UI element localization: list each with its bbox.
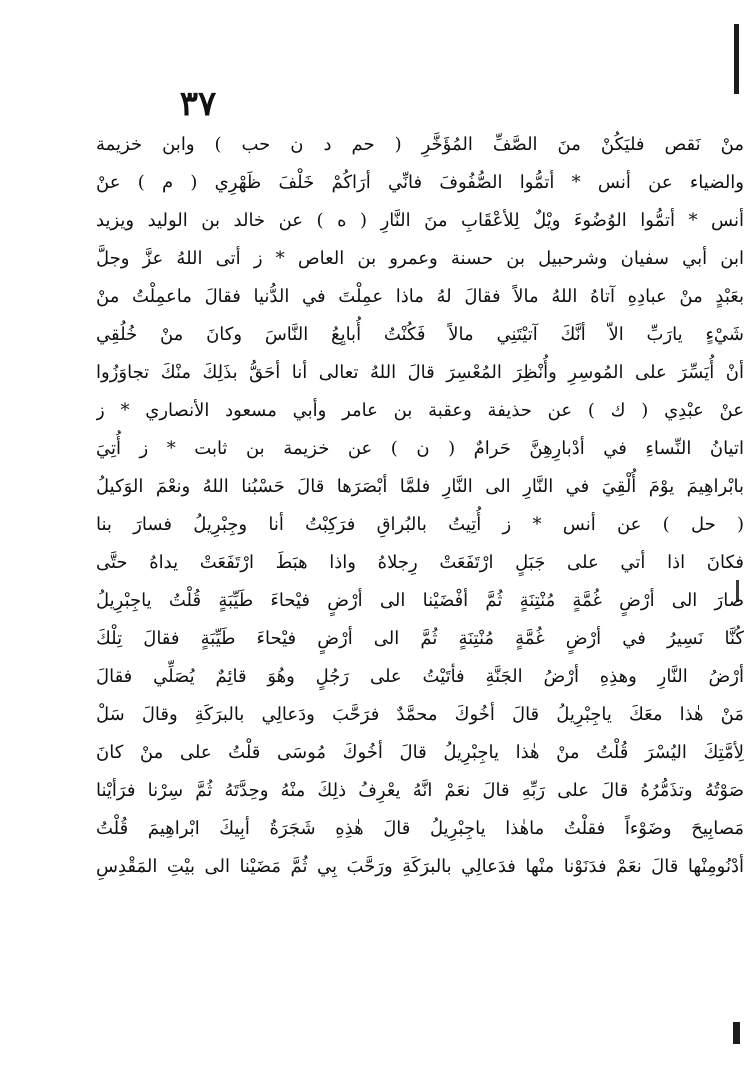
text-line: مَنْ هٰذا معَكَ ياجِبْرِيلُ قالَ أخُوكَ محمَّدٌ فرَحَّبَ ودَعالِي بالبرَكَةِ وقالَ سَلْ [96, 704, 744, 725]
text-line: فكانَ اذا أتي على جَبَلٍ ارْتَفَعَتْ رِجلاهُ واذا هبَطَ ارْتَفَعَتْ يداهُ حتَّى [96, 552, 744, 573]
text-line: ( حل ) عن أنس * ز أُتِيتُ بالبُراقِ فرَكِبْتُ أنا وجِبْرِيلُ فسارَ بنا [96, 514, 744, 535]
page-number: ٣٧ [179, 84, 217, 124]
scan-edge-mark [733, 1022, 740, 1044]
text-line: مَصابِيحَ وضَوْءاً فقلْتُ ماهٰذا ياجِبْرِيلُ قالَ هٰذِهِ شَجَرَةُ أبِيكَ ابْراهِيمَ قُلْتُ [96, 818, 744, 839]
text-line: بابْراهِيمَ يوْمَ أُلْقِيَ في النَّارِ الى النَّارِ فلمَّا أبْصَرَها قالَ حَسْبُنا اللهُ ونعْمَ الوَكيلُ [96, 476, 744, 497]
text-line: كُنَّا نَسِيرُ في أرْضٍ غُمَّةٍ مُنْتِنَةٍ ثُمَّ الى أرْضٍ فيْحاءَ طَيِّبَةٍ فقالَ تِلْكَ [96, 628, 744, 649]
text-line: عنْ عبْدِي ( ك ) عن حذيفة وعقبة بن عامر وأبي مسعود الأنصاري * ز [96, 400, 744, 421]
text-line: اتيانُ النِّساءِ في أدْبارِهِنَّ حَرامٌ ( ن ) عن خزيمة بن ثابت * ز أُتِيَ [96, 438, 744, 459]
text-line: ابن أبي سفيان وشرحبيل بن حسنة وعمرو بن العاص * ز أتى اللهُ عزَّ وجلَّ [96, 248, 744, 269]
text-line: صارَ الى أرْضٍ غُمَّةٍ مُنْتِنَةٍ ثُمَّ أفْضَيْنا الى أرْضٍ فيْحاءَ طَيِّبَةٍ قُلْتُ ياجِبْرِيلُ [96, 590, 744, 611]
text-line: أنس * أتمُّوا الوُضُوءَ ويْلٌ لِلأعْقَابِ منَ النَّارِ ( ه ) عن خالد بن الوليد ويزيد [96, 210, 744, 231]
text-line: صَوْتُهُ وتذَمُّرُهُ قالَ على رَبِّهِ قالَ نعَمْ انَّهُ يعْرِفُ ذلِكَ منْهُ وحِدَّتَهُ ثُمَّ سِرْنا فرَأيْنا [96, 780, 744, 801]
text-line: أنْ أُيَسِّرَ على المُوسِرِ وأُنْظِرَ المُعْسِرَ قالَ اللهُ تعالى أنا أحَقُّ بذَلِكَ منْكَ تجاوَزُوا [96, 362, 744, 383]
scan-edge-mark [734, 24, 739, 94]
text-line: لِأمَّتِكَ اليُسْرَ قُلْتُ منْ هٰذا ياجِبْرِيلُ قالَ أخُوكَ مُوسَى قلْتُ على منْ كانَ [96, 742, 744, 763]
text-line: بعَبْدٍ منْ عبادِهِ آتاهُ اللهُ مالاً فقالَ لهُ ماذا عمِلْتَ في الدُّنيا فقالَ ماعمِلْتُ منْ [96, 286, 744, 307]
text-line: شَيْءٍ يارَبِّ الاّ أنَّكَ آتيْتَنِي مالاً فَكُنْتُ أُبايِعُ النَّاسَ وكانَ منْ خُلُقِي [96, 324, 744, 345]
text-line: منْ نَقص فليَكُنْ منَ الصَّفِّ المُؤَخَّرِ ( حم د ن حب ) وابن خزيمة [96, 134, 744, 155]
text-line: أرْضُ النَّارِ وهذِهِ أرْضُ الجَنَّةِ فأتَيْتُ على رَجُلٍ وهُوَ قائِمٌ يُصَلِّي فقالَ [96, 666, 744, 687]
text-line: أدْنُومِنْها قالَ نعَمْ فدَنَوْنا منْها فدَعالِي بالبرَكَةِ ورَحَّبَ بِي ثُمَّ مَضَيْنا الى بيْتِ المَقْدِسِ [96, 856, 744, 877]
text-line: والضياء عن أنس * أتمُّوا الصُّفُوفَ فانِّي أرَاكُمْ خَلْفَ ظَهْرِي ( م ) عنْ [96, 172, 744, 193]
